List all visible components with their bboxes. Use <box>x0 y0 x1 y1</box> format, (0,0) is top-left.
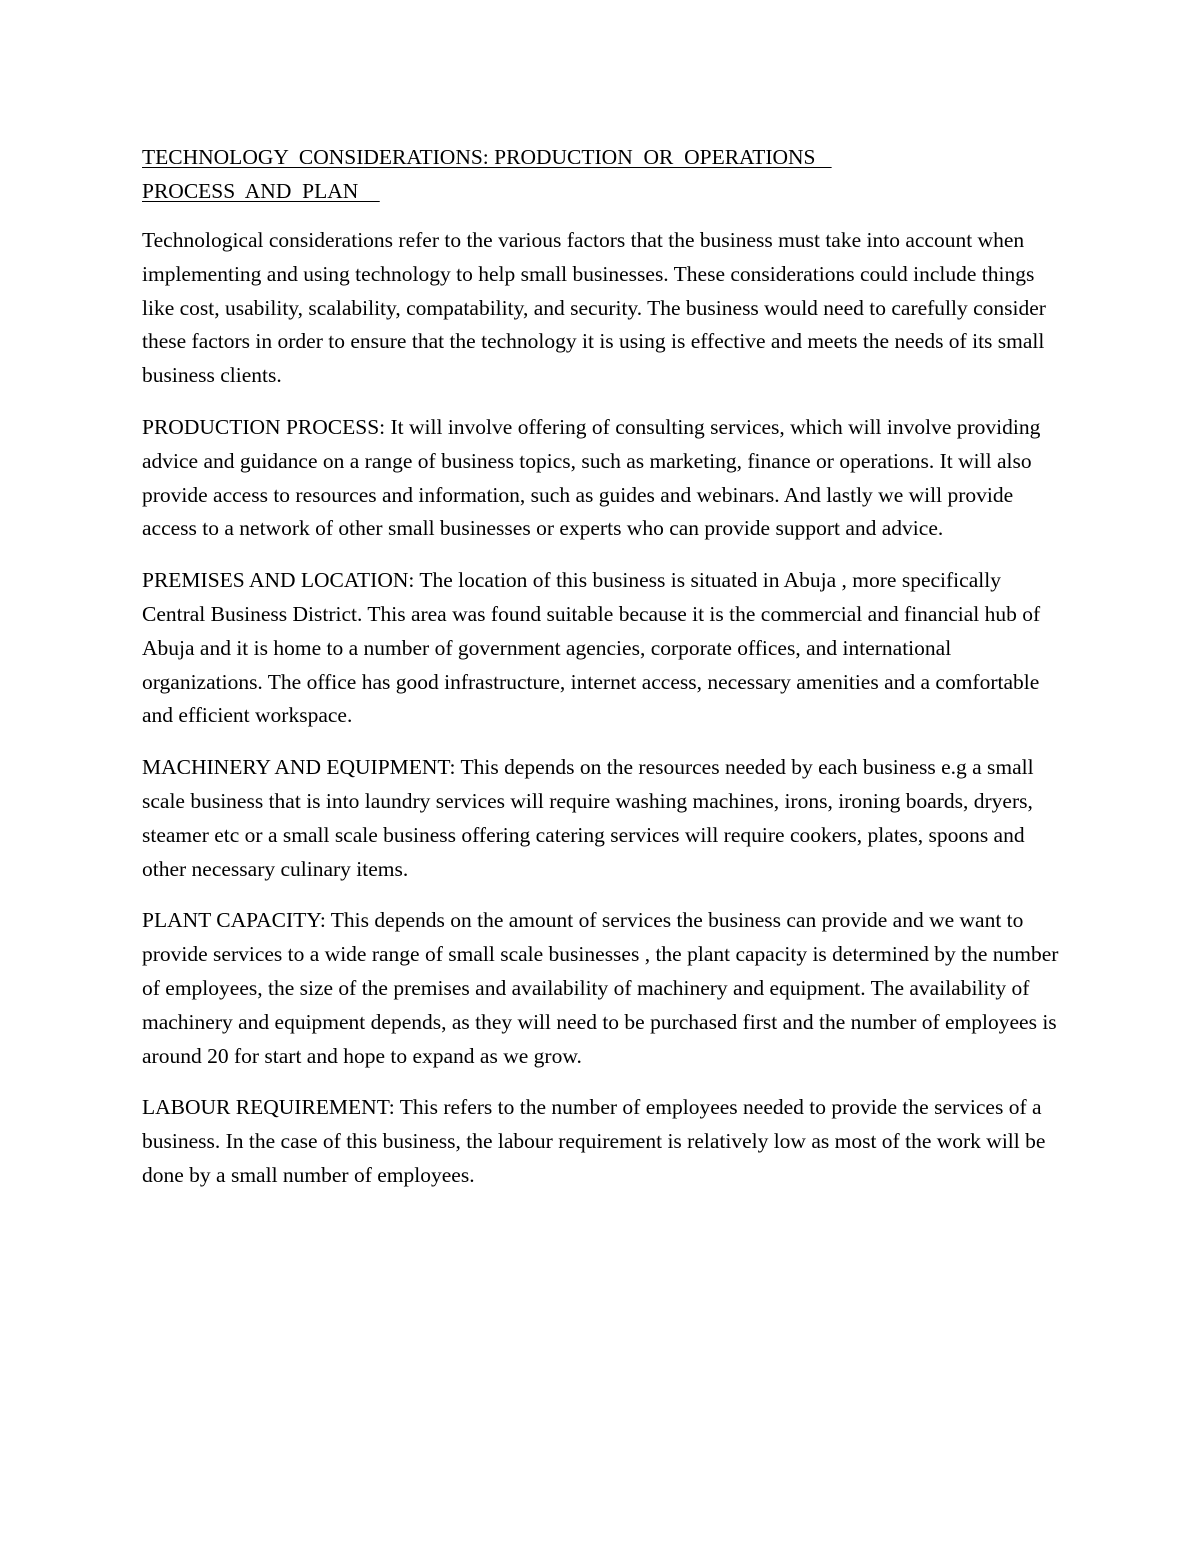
title-line-1: TECHNOLOGY CONSIDERATIONS: PRODUCTION OR OPERATIONS <box>142 145 832 169</box>
title-line-2: PROCESS AND PLAN <box>142 179 380 203</box>
section-plant-capacity <box>142 904 1067 1073</box>
section-machinery-and-equipment <box>142 751 1067 886</box>
section-text: This refers to the number of employees needed to provide the services of a business. In the case of this business, the labour requirement is relatively low as most of the work will be done by a small number of employees. <box>142 1095 1046 1187</box>
section-text: The location of this business is situated in Abuja , more specifically Central Business District. This area was found suitable because it is the commercial and financial hub of Abuja and it is home to a number of government agencies, corporate offices, and international organizations. The office has good infrastructure, internet access, necessary amenities and a comfortable and efficient workspace. <box>142 568 1041 728</box>
document-body <box>142 140 1067 1211</box>
document-title <box>142 140 1067 208</box>
section-text: This depends on the amount of services the business can provide and we want to provide services to a wide range of small scale businesses , the plant capacity is determined by the number of employees, the size of the premises and availability of machinery and equipment. The availability of machinery and equipment depends, as they will need to be purchased first and the number of employees is around 20 for start and hope to expand as we grow. <box>142 908 1059 1068</box>
section-labour-requirement <box>142 1091 1067 1192</box>
section-label: PREMISES AND LOCATION: <box>142 568 415 593</box>
section-production-process <box>142 411 1067 546</box>
section-label: PRODUCTION PROCESS: <box>142 414 386 439</box>
section-label: LABOUR REQUIREMENT: <box>142 1095 395 1120</box>
section-label: MACHINERY AND EQUIPMENT: <box>142 755 456 780</box>
intro-paragraph: Technological considerations refer to the various factors that the business must take into account when implementing and using technology to help small businesses. These considerations could include things like cost, usability, scalability, compatability, and security. The business would need to carefully consider these factors in order to ensure that the technology it is using is effective and meets the needs of its small business clients. <box>142 228 1046 388</box>
section-label: PLANT CAPACITY: <box>142 908 326 933</box>
section-text: This depends on the resources needed by each business e.g a small scale business that is into laundry services will require washing machines, irons, ironing boards, dryers, steamer etc or a small scale business offering catering services will require cookers, plates, spoons and other necessary culinary items. <box>142 755 1034 881</box>
section-premises-and-location <box>142 564 1067 733</box>
section-text: It will involve offering of consulting services, which will involve providing advice and guidance on a range of business topics, such as marketing, finance or operations. It will also provide access to resources and information, such as guides and webinars. And lastly we will provide access to a network of other small businesses or experts who can provide support and advice. <box>142 414 1041 541</box>
